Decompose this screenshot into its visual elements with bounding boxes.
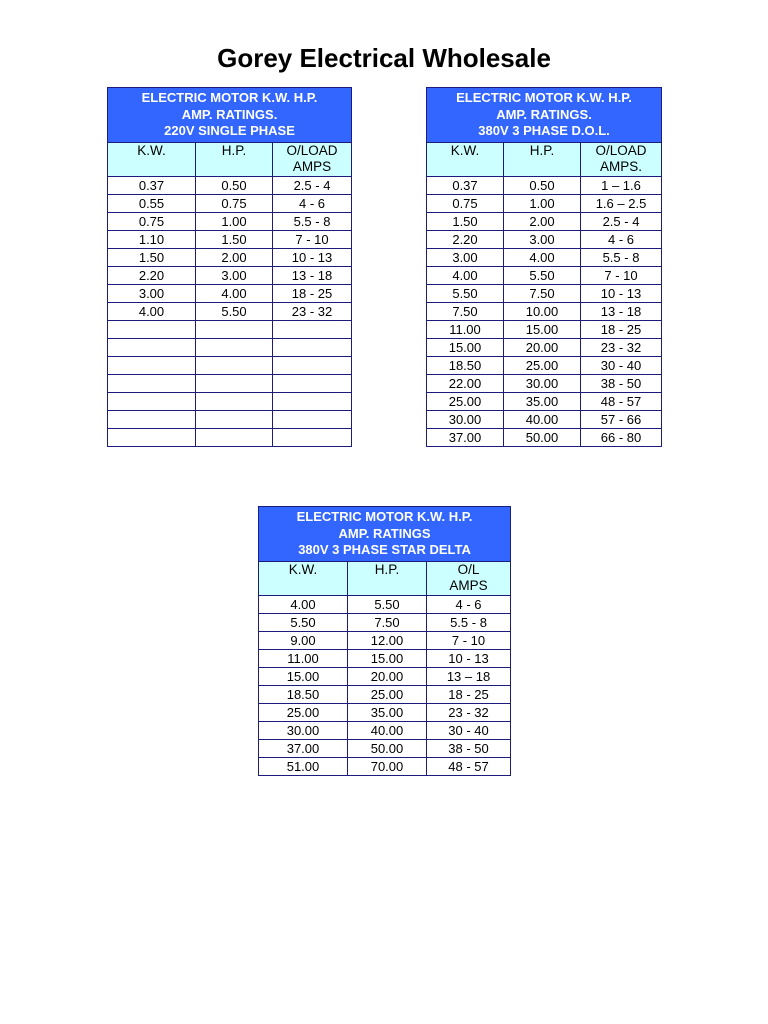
column-header-line: O/L — [457, 561, 480, 577]
cell-kw: 9.00 — [259, 631, 348, 649]
cell-kw: 1.50 — [427, 212, 504, 230]
cell-hp: 40.00 — [348, 721, 427, 739]
cell-hp: 12.00 — [348, 631, 427, 649]
table-row — [427, 410, 662, 428]
table-row — [108, 410, 352, 428]
cell-amps: 10 - 13 — [427, 649, 511, 667]
cell-hp: 1.50 — [196, 230, 273, 248]
cell-kw: 15.00 — [259, 667, 348, 685]
cell-hp: 70.00 — [348, 757, 427, 775]
cell-kw: 15.00 — [427, 338, 504, 356]
rating-table-380v-dol — [426, 87, 662, 447]
cell-hp: 20.00 — [348, 667, 427, 685]
cell-amps: 38 - 50 — [581, 374, 662, 392]
column-header-row — [427, 142, 662, 176]
table-heading-line: ELECTRIC MOTOR K.W. H.P. — [296, 509, 473, 524]
column-header-hp — [348, 561, 427, 595]
column-header-amps — [273, 142, 352, 176]
cell-amps: 48 - 57 — [581, 392, 662, 410]
cell-kw — [108, 410, 196, 428]
column-header-kw — [259, 561, 348, 595]
column-header-line: K.W. — [450, 142, 480, 158]
cell-hp: 2.00 — [196, 248, 273, 266]
cell-amps — [273, 338, 352, 356]
cell-amps: 10 - 13 — [581, 284, 662, 302]
cell-hp: 7.50 — [348, 613, 427, 631]
table-row — [427, 302, 662, 320]
table-row — [259, 595, 511, 613]
cell-amps: 10 - 13 — [273, 248, 352, 266]
table-row — [108, 212, 352, 230]
table-heading-line: ELECTRIC MOTOR K.W. H.P. — [141, 90, 318, 105]
cell-kw: 7.50 — [427, 302, 504, 320]
table-row — [259, 649, 511, 667]
rating-table-220v-single-phase — [107, 87, 352, 447]
cell-amps: 13 - 18 — [581, 302, 662, 320]
cell-amps — [273, 428, 352, 446]
cell-amps: 4 - 6 — [581, 230, 662, 248]
cell-kw: 5.50 — [427, 284, 504, 302]
table-row — [259, 613, 511, 631]
cell-kw: 1.10 — [108, 230, 196, 248]
column-header-line: H.P. — [374, 561, 400, 577]
table-row — [427, 356, 662, 374]
column-header-line: K.W. — [137, 142, 166, 158]
cell-kw: 0.37 — [108, 176, 196, 194]
cell-amps: 1.6 – 2.5 — [581, 194, 662, 212]
cell-amps: 5.5 - 8 — [273, 212, 352, 230]
cell-kw — [108, 428, 196, 446]
cell-amps: 13 - 18 — [273, 266, 352, 284]
cell-hp: 15.00 — [504, 320, 581, 338]
column-header-kw — [427, 142, 504, 176]
cell-hp: 5.50 — [196, 302, 273, 320]
cell-hp: 0.50 — [196, 176, 273, 194]
cell-amps: 7 - 10 — [427, 631, 511, 649]
cell-kw: 2.20 — [427, 230, 504, 248]
cell-kw: 22.00 — [427, 374, 504, 392]
cell-amps: 23 - 32 — [581, 338, 662, 356]
cell-amps: 57 - 66 — [581, 410, 662, 428]
cell-amps: 13 – 18 — [427, 667, 511, 685]
cell-hp: 4.00 — [196, 284, 273, 302]
cell-amps: 30 - 40 — [581, 356, 662, 374]
table-row — [259, 721, 511, 739]
cell-hp — [196, 338, 273, 356]
cell-kw: 51.00 — [259, 757, 348, 775]
rating-table-380v-star-delta — [258, 506, 511, 776]
cell-amps — [273, 320, 352, 338]
cell-kw: 2.20 — [108, 266, 196, 284]
cell-amps: 38 - 50 — [427, 739, 511, 757]
column-header-line: O/LOAD — [595, 142, 647, 158]
cell-hp: 4.00 — [504, 248, 581, 266]
page-title: Gorey Electrical Wholesale — [217, 43, 551, 73]
table-row — [427, 428, 662, 446]
table-heading-line: AMP. RATINGS — [338, 525, 431, 541]
table-row — [108, 428, 352, 446]
cell-kw: 11.00 — [259, 649, 348, 667]
cell-amps — [273, 374, 352, 392]
cell-kw: 0.37 — [427, 176, 504, 194]
table-row — [108, 320, 352, 338]
cell-kw — [108, 374, 196, 392]
cell-kw — [108, 356, 196, 374]
table-row — [427, 176, 662, 194]
cell-hp: 50.00 — [504, 428, 581, 446]
table-row — [427, 392, 662, 410]
cell-kw: 18.50 — [259, 685, 348, 703]
cell-amps: 1 – 1.6 — [581, 176, 662, 194]
cell-hp — [196, 374, 273, 392]
cell-hp: 5.50 — [348, 595, 427, 613]
table-row — [259, 703, 511, 721]
column-header-row — [259, 561, 511, 595]
column-header-line: AMPS — [292, 158, 332, 174]
table-row — [108, 266, 352, 284]
cell-kw: 30.00 — [259, 721, 348, 739]
cell-hp: 10.00 — [504, 302, 581, 320]
cell-hp: 30.00 — [504, 374, 581, 392]
cell-hp: 1.00 — [196, 212, 273, 230]
cell-amps: 18 - 25 — [427, 685, 511, 703]
table-heading — [108, 88, 352, 143]
table-heading-row — [427, 88, 662, 143]
table-row — [259, 685, 511, 703]
column-header-line: O/LOAD — [286, 142, 338, 158]
column-header-amps — [427, 561, 511, 595]
cell-kw: 0.75 — [427, 194, 504, 212]
column-header-hp — [196, 142, 273, 176]
cell-hp — [196, 320, 273, 338]
cell-kw: 5.50 — [259, 613, 348, 631]
cell-kw — [108, 392, 196, 410]
cell-hp — [196, 428, 273, 446]
cell-hp: 2.00 — [504, 212, 581, 230]
cell-kw: 4.00 — [108, 302, 196, 320]
cell-amps: 7 - 10 — [273, 230, 352, 248]
table-heading-line: 380V 3 PHASE STAR DELTA — [298, 542, 471, 557]
table-row — [427, 266, 662, 284]
cell-amps: 5.5 - 8 — [427, 613, 511, 631]
cell-hp: 40.00 — [504, 410, 581, 428]
table-row — [259, 631, 511, 649]
table-row — [427, 374, 662, 392]
cell-amps — [273, 356, 352, 374]
cell-hp: 0.50 — [504, 176, 581, 194]
table-row — [427, 338, 662, 356]
cell-amps: 4 - 6 — [273, 194, 352, 212]
cell-amps: 18 - 25 — [581, 320, 662, 338]
table-row — [427, 194, 662, 212]
table-row — [108, 176, 352, 194]
cell-hp: 3.00 — [504, 230, 581, 248]
cell-kw: 25.00 — [259, 703, 348, 721]
cell-hp: 25.00 — [504, 356, 581, 374]
cell-kw: 0.75 — [108, 212, 196, 230]
cell-hp: 35.00 — [504, 392, 581, 410]
cell-kw: 4.00 — [427, 266, 504, 284]
table-row — [108, 374, 352, 392]
cell-kw: 0.55 — [108, 194, 196, 212]
cell-hp: 50.00 — [348, 739, 427, 757]
cell-hp: 15.00 — [348, 649, 427, 667]
column-header-line: K.W. — [288, 561, 318, 577]
column-header-hp — [504, 142, 581, 176]
table-heading-line: AMP. RATINGS. — [496, 106, 592, 122]
table-row — [427, 248, 662, 266]
cell-kw: 25.00 — [427, 392, 504, 410]
cell-hp — [196, 392, 273, 410]
table-row — [108, 302, 352, 320]
table-row — [259, 739, 511, 757]
table-row — [259, 757, 511, 775]
table-heading-line: 220V SINGLE PHASE — [164, 123, 295, 138]
cell-amps: 23 - 32 — [427, 703, 511, 721]
cell-kw: 18.50 — [427, 356, 504, 374]
column-header-row — [108, 142, 352, 176]
cell-amps: 2.5 - 4 — [581, 212, 662, 230]
column-header-line: H.P. — [221, 142, 247, 158]
table-row — [108, 392, 352, 410]
cell-hp: 3.00 — [196, 266, 273, 284]
table-row — [108, 230, 352, 248]
column-header-line: H.P. — [529, 142, 555, 158]
cell-kw: 30.00 — [427, 410, 504, 428]
cell-kw: 1.50 — [108, 248, 196, 266]
cell-kw: 11.00 — [427, 320, 504, 338]
cell-hp: 7.50 — [504, 284, 581, 302]
cell-amps: 7 - 10 — [581, 266, 662, 284]
cell-hp: 35.00 — [348, 703, 427, 721]
column-header-line: AMPS. — [600, 158, 643, 174]
table-heading-line: ELECTRIC MOTOR K.W. H.P. — [456, 90, 632, 105]
cell-amps — [273, 410, 352, 428]
cell-kw: 4.00 — [259, 595, 348, 613]
cell-hp: 20.00 — [504, 338, 581, 356]
cell-amps: 66 - 80 — [581, 428, 662, 446]
cell-hp — [196, 356, 273, 374]
table-heading-row — [108, 88, 352, 143]
table-row — [108, 356, 352, 374]
cell-kw — [108, 320, 196, 338]
cell-hp: 5.50 — [504, 266, 581, 284]
cell-amps: 23 - 32 — [273, 302, 352, 320]
cell-amps: 2.5 - 4 — [273, 176, 352, 194]
column-header-line: AMPS — [449, 577, 488, 593]
table-heading-line: AMP. RATINGS. — [181, 106, 278, 122]
table-row — [427, 320, 662, 338]
table-row — [259, 667, 511, 685]
cell-amps — [273, 392, 352, 410]
table-row — [108, 194, 352, 212]
cell-kw — [108, 338, 196, 356]
table-row — [108, 338, 352, 356]
cell-kw: 3.00 — [427, 248, 504, 266]
cell-kw: 3.00 — [108, 284, 196, 302]
cell-kw: 37.00 — [259, 739, 348, 757]
cell-amps: 4 - 6 — [427, 595, 511, 613]
cell-amps: 48 - 57 — [427, 757, 511, 775]
table-heading-row — [259, 507, 511, 562]
cell-amps: 5.5 - 8 — [581, 248, 662, 266]
table-row — [108, 284, 352, 302]
cell-amps: 30 - 40 — [427, 721, 511, 739]
table-heading — [427, 88, 662, 143]
table-row — [108, 248, 352, 266]
cell-hp — [196, 410, 273, 428]
table-heading-line: 380V 3 PHASE D.O.L. — [478, 123, 610, 138]
column-header-kw — [108, 142, 196, 176]
cell-hp: 1.00 — [504, 194, 581, 212]
table-row — [427, 284, 662, 302]
cell-amps: 18 - 25 — [273, 284, 352, 302]
table-row — [427, 212, 662, 230]
column-header-amps — [581, 142, 662, 176]
cell-hp: 0.75 — [196, 194, 273, 212]
table-row — [427, 230, 662, 248]
cell-hp: 25.00 — [348, 685, 427, 703]
table-heading — [259, 507, 511, 562]
cell-kw: 37.00 — [427, 428, 504, 446]
